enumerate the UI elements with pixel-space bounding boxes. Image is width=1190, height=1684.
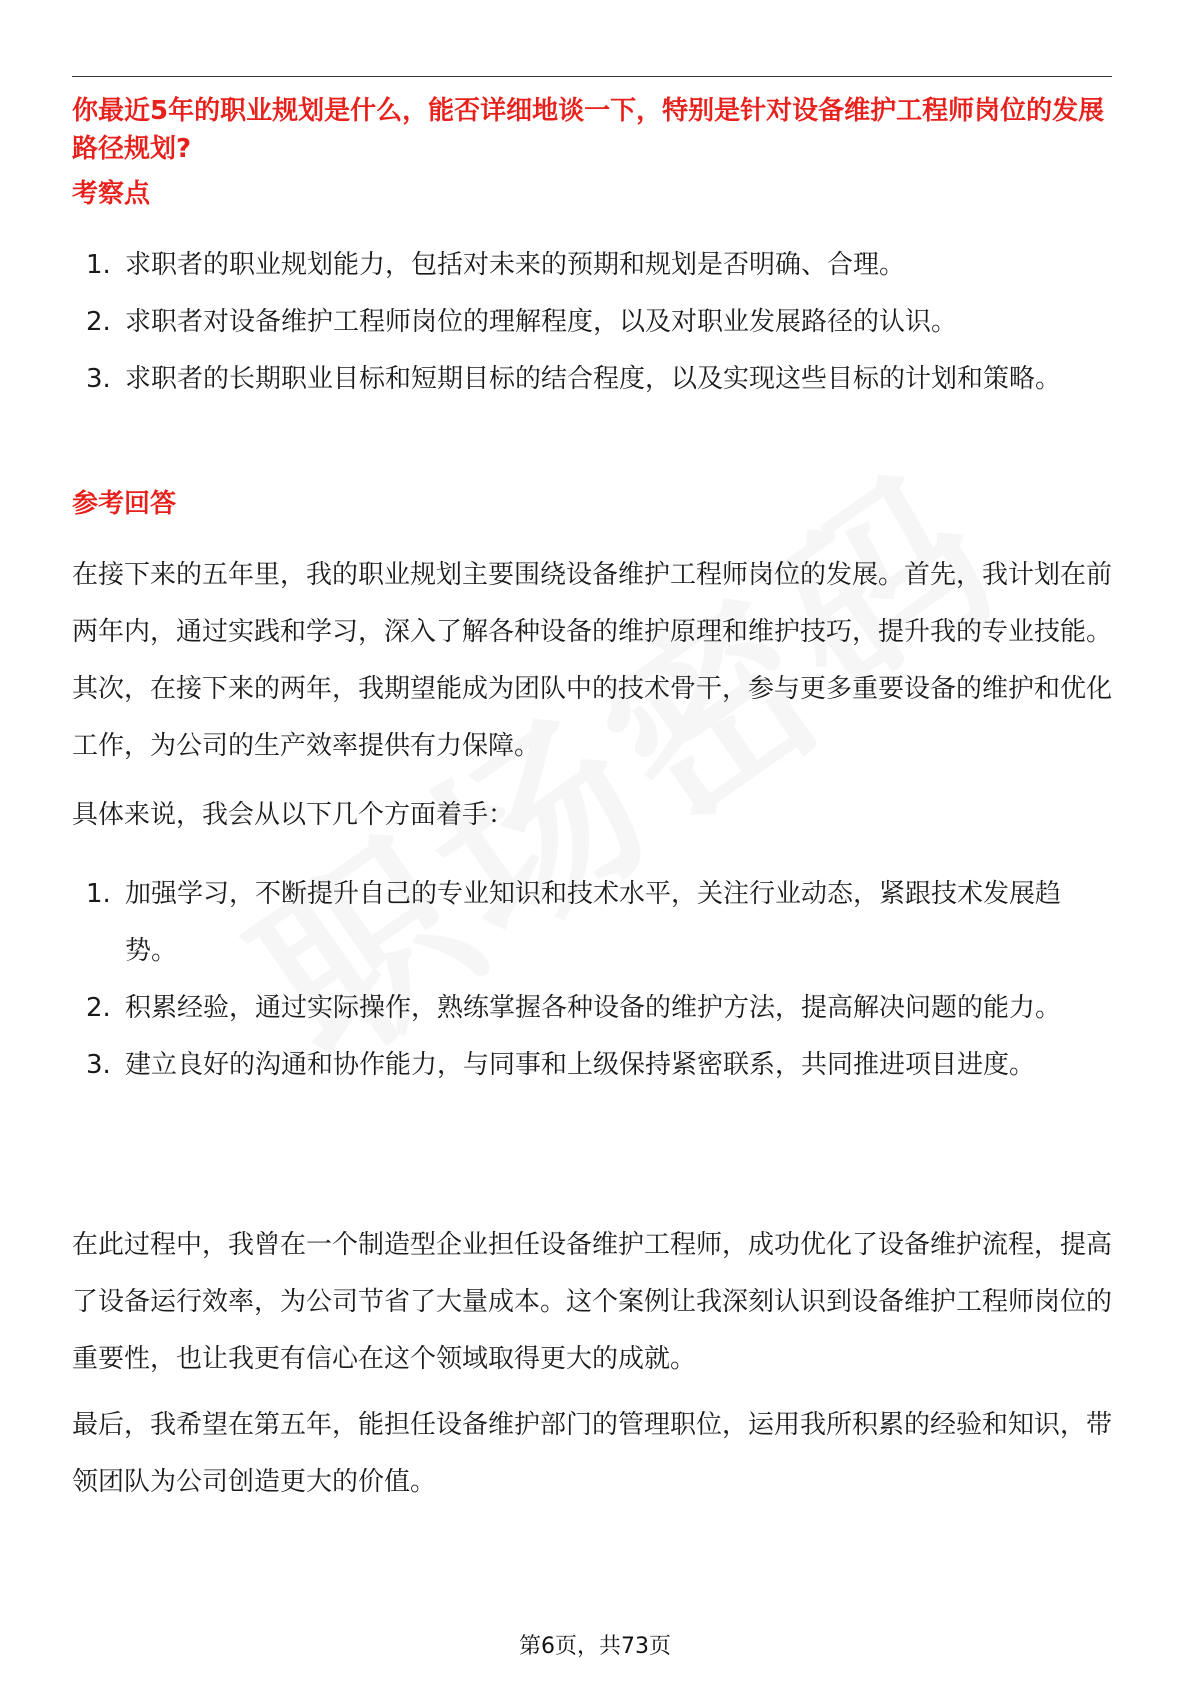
focus-heading: 考察点 bbox=[72, 179, 151, 209]
list-number: 3. bbox=[86, 364, 111, 394]
list-text: 积累经验，通过实际操作，熟练掌握各种设备的维护方法，提高解决问题的能力。 bbox=[125, 993, 1062, 1023]
list-number: 2. bbox=[86, 307, 111, 337]
list-text: 求职者对设备维护工程师岗位的理解程度，以及对职业发展路径的认识。 bbox=[125, 307, 958, 337]
answer-lead-paragraph: 具体来说，我会从以下几个方面着手： bbox=[72, 800, 515, 830]
list-item bbox=[72, 237, 1112, 294]
answer-list bbox=[72, 866, 1112, 1094]
question-title: 你最近5年的职业规划是什么，能否详细地谈一下，特别是针对设备维护工程师岗位的发展路径规划? bbox=[72, 96, 1105, 164]
answer-heading: 参考回答 bbox=[72, 489, 177, 519]
list-item bbox=[72, 294, 1112, 351]
answer-closing-paragraph: 最后，我希望在第五年，能担任设备维护部门的管理职位，运用我所积累的经验和知识，带领团队为公司创造更大的价值。 bbox=[72, 1410, 1113, 1497]
list-item bbox=[72, 1037, 1112, 1094]
list-text: 加强学习，不断提升自己的专业知识和技术水平，关注行业动态，紧跟技术发展趋势。 bbox=[125, 879, 1062, 966]
list-number: 2. bbox=[86, 993, 111, 1023]
list-item bbox=[72, 980, 1112, 1037]
list-number: 3. bbox=[86, 1050, 111, 1080]
list-item bbox=[72, 351, 1112, 408]
list-text: 求职者的长期职业目标和短期目标的结合程度，以及实现这些目标的计划和策略。 bbox=[125, 364, 1062, 394]
list-text: 建立良好的沟通和协作能力，与同事和上级保持紧密联系，共同推进项目进度。 bbox=[125, 1050, 1036, 1080]
focus-list bbox=[72, 237, 1112, 408]
list-item bbox=[72, 866, 1112, 980]
list-number: 1. bbox=[86, 879, 111, 909]
document-page bbox=[72, 0, 1112, 1684]
top-divider bbox=[72, 76, 1112, 77]
list-text: 求职者的职业规划能力，包括对未来的预期和规划是否明确、合理。 bbox=[125, 250, 906, 280]
answer-intro-paragraph: 在接下来的五年里，我的职业规划主要围绕设备维护工程师岗位的发展。首先，我计划在前两年内，通过实践和学习，深入了解各种设备的维护原理和维护技巧，提升我的专业技能。其次，在接下来的两年，我期望能成为团队中的技术骨干，参与更多重要设备的维护和优化工作，为公司的生产效率提供有力保障。 bbox=[72, 560, 1113, 761]
list-number: 1. bbox=[86, 250, 111, 280]
answer-case-paragraph: 在此过程中，我曾在一个制造型企业担任设备维护工程师，成功优化了设备维护流程，提高了设备运行效率，为公司节省了大量成本。这个案例让我深刻认识到设备维护工程师岗位的重要性，也让我更有信心在这个领域取得更大的成就。 bbox=[72, 1230, 1113, 1374]
page-footer: 第6页，共73页 bbox=[519, 1634, 671, 1659]
